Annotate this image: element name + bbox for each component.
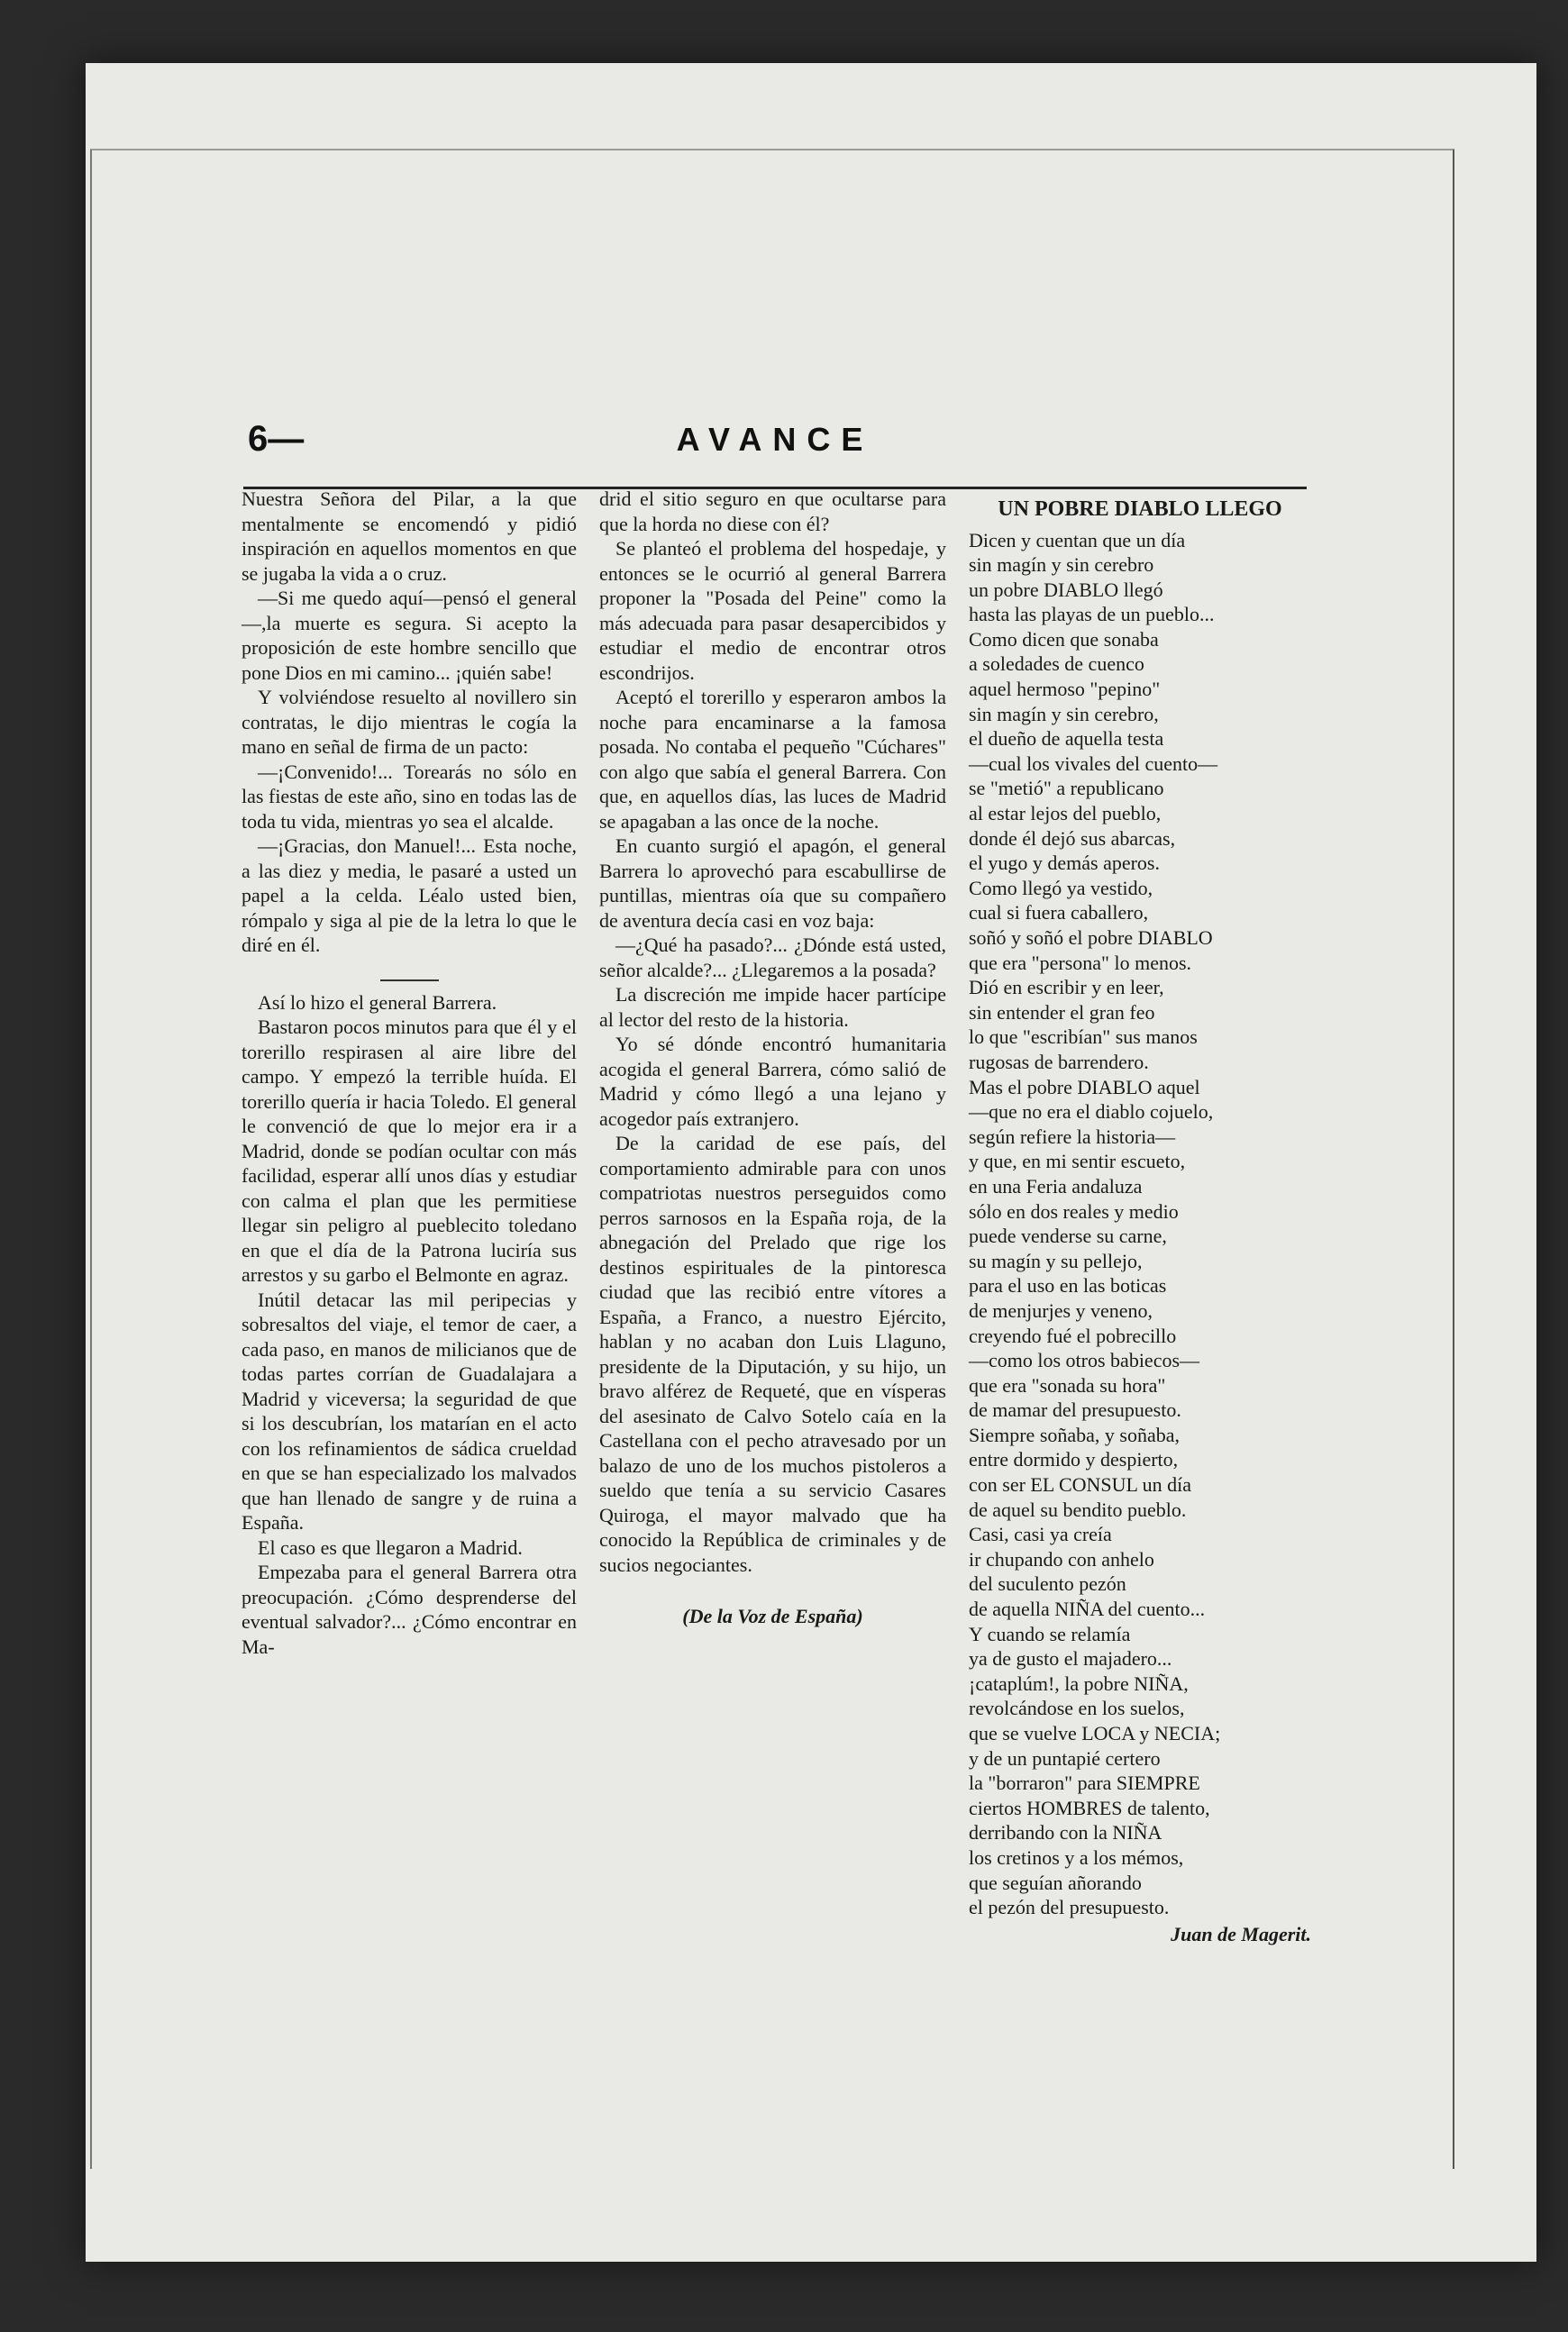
column-2 [599,487,946,1629]
paragraph: —Si me quedo aquí—pensó el general—,la muerte es segura. Si acepto la proposición de este hombre sencillo que pone Dios en mi camino... ¡quién sabe! [242,587,577,684]
paragraph: —¡Convenido!... Torearás no sólo en las fiestas de este año, sino en todas las de toda tu vida, mientras yo sea el alcalde. [242,760,577,833]
poem-verse: que era "sonada su hora" [969,1373,1166,1397]
paragraph: Así lo hizo el general Barrera. [258,990,497,1014]
paragraph: Inútil detacar las mil peripecias y sobresaltos del viaje, el temor de caer, a cada paso, en manos de milicianos que de todas partes corrían de Guadalajara a Madrid y viceversa; la seguridad de que si los descubrían, los matarían en el acto con los refinamientos de sádica crueldad en que se han especializado los malvados que han llenado de sangre y de ruina a España. [242,1288,577,1534]
poem-verse: la "borraron" para SIEMPRE [969,1772,1200,1795]
poem-verse: que seguían añorando [969,1871,1142,1894]
poem-signature: Juan de Magerit. [1171,1922,1311,1945]
poem-verse: hasta las playas de un pueblo... [969,603,1215,626]
poem-verse: ir chupando con anhelo [969,1547,1154,1571]
paragraph: Nuestra Señora del Pilar, a la que mentalmente se encomendó y pidió inspiración en aquellos momentos en que se jugaba la vida a o cruz. [242,487,577,585]
poem-verse: sin magín y sin cerebro [969,553,1154,577]
poem-verse: —como los otros babiecos— [969,1349,1200,1372]
paragraph: El caso es que llegaron a Madrid. [258,1535,523,1559]
paragraph: Bastaron pocos minutos para que él y el torerillo respirasen al aire libre del campo. Y empezó la terrible huída. El torerillo quería ir hacia Toledo. El general le convenció de que lo mejor era ir a Madrid, donde se podían ocultar con más facilidad, esperar allí unos días y estudiar con calma el plan que les permitiese llegar sin peligro al pueblecito toledano en que el día de la Patrona luciría sus arrestos y su garbo el Belmonte en agraz. [242,1016,577,1286]
poem-verse: sin entender el gran feo [969,1000,1155,1024]
poem-verse: Y cuando se relamía [969,1622,1131,1645]
poem-verse: revolcándose en los suelos, [969,1697,1185,1720]
poem-verse: los cretinos y a los mémos, [969,1845,1184,1869]
poem-verse: ciertos HOMBRES de talento, [969,1796,1210,1819]
poem-verse: de menjurjes y veneno, [969,1298,1153,1322]
poem-verse: aquel hermoso "pepino" [969,678,1161,701]
poem-verse: donde él dejó sus abarcas, [969,826,1176,850]
poem-verse: su magín y su pellejo, [969,1249,1143,1272]
poem-verse: —que no era el diablo cojuelo, [969,1100,1214,1124]
poem-verse: el pezón del presupuesto. [969,1896,1170,1919]
poem-verse: el yugo y demás aperos. [969,852,1160,875]
poem-verse: lo que "escribían" sus manos [969,1025,1198,1049]
paragraph: Yo sé dónde encontró humanitaria acogida el general Barrera, cómo salió de Madrid y cómo llegó a una lejano y acogedor país extranjero. [599,1033,946,1130]
paragraph: En cuanto surgió el apagón, el general Barrera lo aprovechó para escabullirse de puntillas, mientras oía que su compañero de aventura decía casi en voz baja: [599,834,946,932]
poem-verse: de aquel su bendito pueblo. [969,1498,1187,1521]
poem-verse: ya de gusto el majadero... [969,1647,1172,1671]
paragraph: La discreción me impide hacer partícipe al lector del resto de la historia. [599,983,946,1031]
page-number: 6— [248,419,305,459]
poem-verse: según refiere la historia— [969,1125,1176,1148]
poem-title: UN POBRE DIABLO LLEGO [998,497,1282,521]
poem-verse: Siempre soñaba, y soñaba, [969,1423,1180,1446]
paragraph: Aceptó el torerillo y esperaron ambos la noche para encaminarse a la famosa posada. No contaba el pequeño "Cúchares" con algo que sabía el general Barrera. Con que, en aquellos días, las luces de Madrid se apagaban a las once de la noche. [599,686,946,833]
paragraph: Y volviéndose resuelto al novillero sin contratas, le dijo mientras le cogía la mano en señal de firma de un pacto: [242,686,577,758]
page-header [243,410,1307,489]
masthead-title: AVANCE [676,421,874,458]
poem-verse: con ser EL CONSUL un día [969,1473,1192,1497]
poem-verse: soñó y soñó el pobre DIABLO [969,926,1213,949]
poem-verses [969,528,1311,1920]
paragraph: —¡Gracias, don Manuel!... Esta noche, a las diez y media, le pasaré a usted un papel a la celda. Léalo usted bien, rómpalo y siga al pie de la letra lo que le diré en él. [242,834,577,956]
poem-verse: —cual los vivales del cuento— [969,752,1218,775]
poem-verse: cual si fuera caballero, [969,901,1149,925]
source-credit: (De la Voz de España) [682,1605,863,1627]
poem-verse: de aquella NIÑA del cuento... [969,1598,1206,1621]
poem-verse: el dueño de aquella testa [969,727,1164,751]
poem-verse: y de un puntapié certero [969,1746,1161,1770]
paragraph: drid el sitio seguro en que ocultarse para que la horda no diese con él? [599,487,946,535]
poem-verse: derribando con la NIÑA [969,1821,1162,1845]
poem-verse: rugosas de barrendero. [969,1050,1149,1073]
column-1 [242,487,577,1659]
poem-verse: sólo en dos reales y medio [969,1199,1179,1223]
poem-verse: en una Feria andaluza [969,1174,1143,1198]
poem-verse: Dió en escribir y en leer, [969,976,1164,999]
poem-verse: ¡cataplúm!, la pobre NIÑA, [969,1672,1189,1695]
section-divider [380,979,439,981]
poem-verse: que se vuelve LOCA y NECIA; [969,1722,1221,1744]
poem-verse: Mas el pobre DIABLO aquel [969,1075,1200,1098]
poem-verse: Como dicen que sonaba [969,627,1159,651]
paragraph: De la caridad de ese país, del comportamiento admirable para con unos compatriotas nuestros perseguidos como perros sarnosos en la España roja, de la abnegación del Prelado que rige los destinos espirituales de la pintoresca ciudad que las recibió entre vítores a España, a Franco, a nuestro Ejército, hablan y no acaban don Luis Llaguno, presidente de la Diputación, y su hijo, un bravo alférez de Requeté, que en vísperas del asesinato de Calvo Sotelo caía en la Castellana con el pecho atravesado por un balazo de uno de los muchos pistoleros a sueldo que tenía a su servicio Casares Quiroga, el mayor malvado que ha conocido la República de criminales y de sucios negociantes. [599,1132,946,1576]
poem-verse: Como llegó ya vestido, [969,876,1153,899]
poem-verse: y que, en mi sentir escueto, [969,1150,1186,1173]
paragraph: Empezaba para el general Barrera otra preocupación. ¿Cómo desprenderse del eventual salvador?... ¿Cómo encontrar en Ma- [242,1561,577,1658]
poem-verse: Dicen y cuentan que un día [969,528,1186,551]
poem-verse: al estar lejos del pueblo, [969,802,1162,825]
poem-verse: se "metió" a republicano [969,777,1164,800]
paragraph: —¿Qué ha pasado?... ¿Dónde está usted, señor alcalde?... ¿Llegaremos a la posada? [599,934,946,981]
poem-verse: Casi, casi ya creía [969,1523,1112,1546]
poem-verse: de mamar del presupuesto. [969,1398,1181,1422]
poem-verse: entre dormido y despierto, [969,1448,1179,1471]
poem-verse: para el uso en las boticas [969,1274,1167,1298]
poem-verse: a soledades de cuenco [969,652,1144,676]
poem-verse: un pobre DIABLO llegó [969,578,1163,601]
poem-verse: creyendo fué el pobrecillo [969,1324,1177,1347]
paragraph: Se planteó el problema del hospedaje, y entonces se le ocurrió al general Barrera proponer la "Posada del Peine" como la más adecuada para pasar desapercibidos y estudiar el medio de encontrar otros escondrijos. [599,537,946,684]
poem-verse: que era "persona" lo menos. [969,951,1192,974]
poem-verse: del suculento pezón [969,1572,1126,1596]
column-3-poem [969,487,1311,1946]
poem-verse: puede venderse su carne, [969,1225,1167,1248]
poem-verse: sin magín y sin cerebro, [969,702,1159,725]
